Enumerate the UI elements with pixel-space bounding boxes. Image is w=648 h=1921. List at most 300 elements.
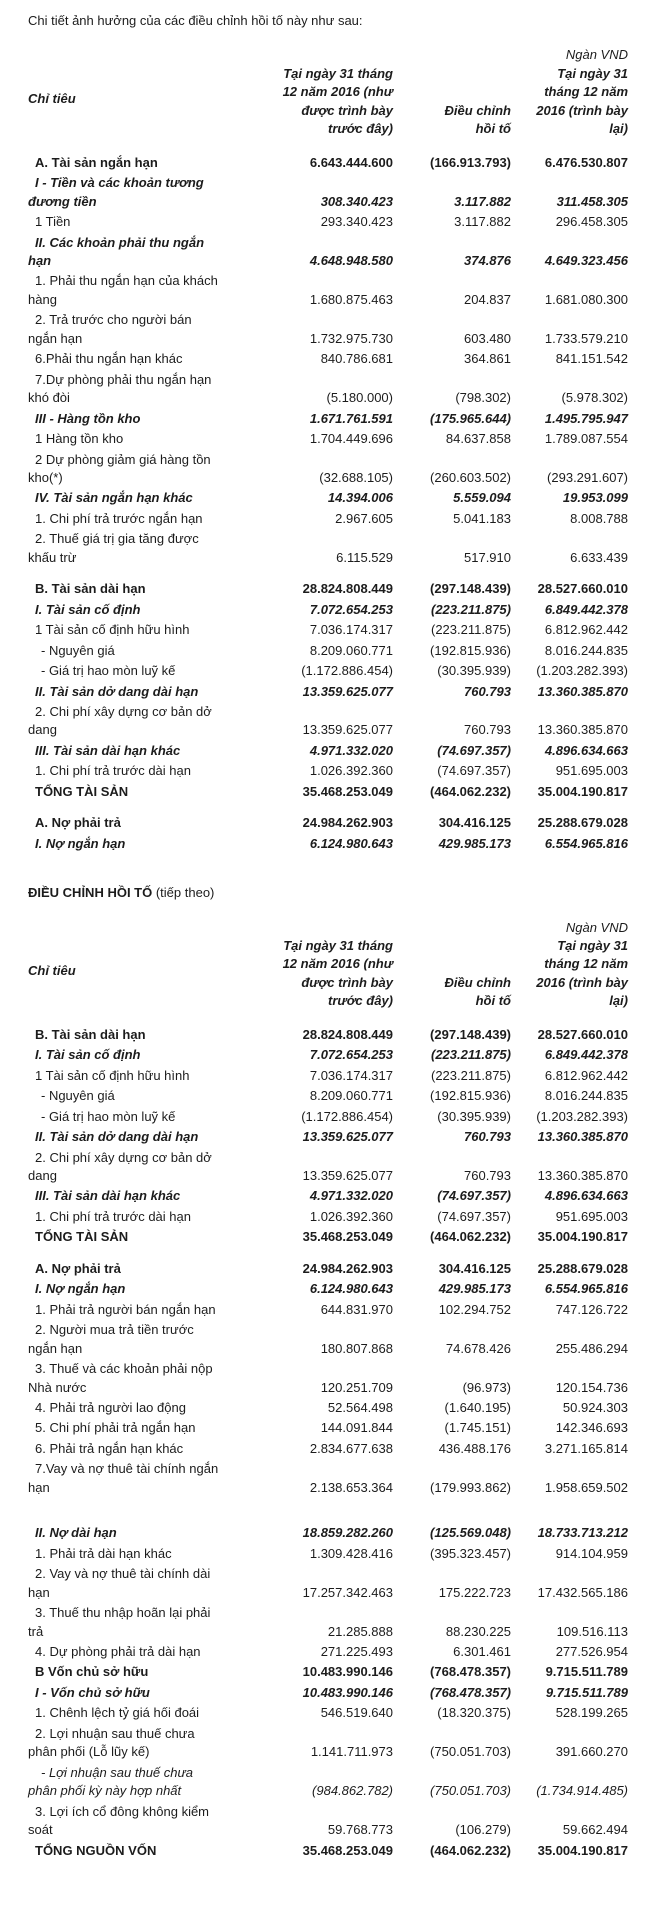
row-value-previous: 4.971.332.020 [309, 742, 393, 758]
row-value-adjustment: 429.985.173 [438, 835, 511, 851]
row-value-previous: 2.967.605 [335, 510, 393, 526]
row-value-restated: 1.681.080.300 [544, 291, 628, 307]
row-value-previous: 35.468.253.049 [302, 1842, 393, 1858]
row-label: 1 Tài sản cố định hữu hình [35, 622, 190, 638]
row-value-restated: 142.346.693 [555, 1420, 628, 1436]
row-value-previous: 13.359.625.077 [302, 722, 393, 738]
table-header-row [28, 937, 628, 1025]
table-row [28, 271, 628, 310]
row-label: - Nguyên giá [41, 1088, 115, 1104]
table-row [28, 1439, 628, 1459]
table-row [28, 761, 628, 781]
table-row [28, 1703, 628, 1723]
row-value-previous: 144.091.844 [320, 1420, 393, 1436]
row-value-adjustment: (395.323.457) [430, 1545, 511, 1561]
row-value-restated: 13.360.385.870 [537, 1168, 628, 1184]
row-value-previous: 120.251.709 [320, 1379, 393, 1395]
table-row [28, 1045, 628, 1065]
row-label: I - Vốn chủ sở hữu [35, 1684, 150, 1700]
row-value-adjustment: (74.697.357) [437, 1188, 511, 1204]
unit-label: Ngàn VND [565, 919, 628, 935]
row-label: IV. Tài sản ngắn hạn khác [35, 490, 193, 506]
table-row [28, 212, 628, 232]
table-row [28, 1359, 628, 1398]
row-label: II. Tài sản dở dang dài hạn [35, 1129, 199, 1145]
row-value-adjustment: 304.416.125 [438, 1260, 511, 1276]
row-value-adjustment: (768.478.357) [430, 1684, 511, 1700]
row-label: 1. Phải trả người bán ngắn hạn [35, 1301, 216, 1317]
row-value-restated: 9.715.511.789 [545, 1664, 628, 1680]
row-value-previous: 13.359.625.077 [302, 683, 393, 699]
row-value-adjustment: (1.745.151) [444, 1420, 511, 1436]
row-value-previous: 10.483.990.146 [302, 1664, 393, 1680]
row-value-adjustment: 5.041.183 [453, 510, 511, 526]
row-value-previous: 1.704.449.696 [309, 431, 393, 447]
column-header-previous: Tại ngày 31 tháng 12 năm 2016 (như được trình bày trước đây) [282, 938, 393, 1009]
row-value-adjustment: 364.861 [464, 351, 511, 367]
column-header-restated: Tại ngày 31 tháng 12 năm 2016 (trình bày lại) [536, 65, 628, 137]
row-value-restated: 4.896.634.663 [544, 742, 628, 758]
row-value-restated: 4.649.323.456 [544, 252, 628, 268]
row-value-restated: (1.203.282.393) [536, 1108, 628, 1124]
row-value-restated: 1.733.579.210 [544, 330, 628, 346]
row-value-previous: 17.257.342.463 [302, 1584, 393, 1600]
table-row [28, 370, 628, 409]
row-value-adjustment: (297.148.439) [430, 581, 511, 597]
table-row [28, 1066, 628, 1086]
row-value-restated: (5.978.302) [561, 390, 628, 406]
row-value-previous: 1.141.711.973 [310, 1744, 393, 1760]
column-header-restated: Tại ngày 31 tháng 12 năm 2016 (trình bày lại) [536, 938, 628, 1009]
row-value-restated: 528.199.265 [555, 1705, 628, 1721]
row-label: 2. Lợi nhuận sau thuế chưa phân phối (Lỗ lũy kế) [28, 1725, 195, 1760]
row-value-restated: 13.360.385.870 [537, 683, 628, 699]
row-label: II. Các khoản phải thu ngắn hạn [28, 234, 205, 268]
row-value-adjustment: 88.230.225 [445, 1623, 511, 1639]
row-label: II. Nợ dài hạn [35, 1525, 117, 1541]
row-label: 2. Thuế giá trị gia tăng được khấu trừ [28, 531, 199, 565]
row-value-previous: 35.468.253.049 [302, 1229, 393, 1245]
row-label: TỔNG TÀI SẢN [35, 1229, 129, 1245]
row-value-adjustment: (125.569.048) [430, 1525, 511, 1541]
row-value-previous: 7.036.174.317 [309, 622, 393, 638]
row-value-adjustment: (260.603.502) [430, 469, 511, 485]
retro-adjustment-table-1 [28, 65, 628, 854]
row-value-adjustment: (464.062.232) [430, 1229, 511, 1245]
row-value-restated: 6.476.530.807 [544, 154, 628, 170]
row-value-adjustment: (74.697.357) [437, 1208, 511, 1224]
row-label: I. Tài sản cố định [35, 1047, 141, 1063]
table-row [28, 1248, 628, 1279]
row-value-previous: 52.564.498 [327, 1400, 393, 1415]
table-row [28, 1498, 628, 1543]
column-header-adjustment: Điều chỉnh hồi tố [444, 102, 511, 137]
row-value-adjustment: (464.062.232) [430, 783, 511, 799]
row-value-previous: 7.036.174.317 [309, 1067, 393, 1083]
row-value-adjustment: (18.320.375) [437, 1705, 511, 1721]
row-value-restated: (1.734.914.485) [536, 1783, 628, 1799]
row-value-restated: 9.715.511.789 [545, 1684, 628, 1700]
row-value-restated: 277.526.954 [555, 1643, 628, 1659]
row-value-adjustment: (750.051.703) [430, 1783, 511, 1799]
table-row [28, 661, 628, 681]
table-row [28, 834, 628, 854]
row-label: - Lợi nhuận sau thuế chưa phân phối kỳ này hợp nhất [28, 1764, 193, 1799]
row-value-previous: (32.688.105) [319, 469, 393, 485]
row-value-restated: 951.695.003 [555, 763, 628, 779]
row-label: 3. Thuế thu nhập hoãn lại phải trả [28, 1605, 211, 1639]
row-label: III - Hàng tồn kho [35, 410, 141, 426]
table-row [28, 1227, 628, 1247]
row-value-restated: (293.291.607) [547, 469, 628, 485]
row-value-adjustment: (798.302) [455, 390, 511, 406]
row-value-adjustment: 3.117.882 [454, 214, 511, 230]
row-value-adjustment: (74.697.357) [437, 763, 511, 779]
row-value-adjustment: (223.211.875) [431, 601, 511, 617]
row-value-restated: 59.662.494 [562, 1822, 628, 1838]
row-value-restated: 109.516.113 [556, 1623, 628, 1639]
row-value-adjustment: 6.301.461 [453, 1643, 511, 1659]
table-row [28, 741, 628, 761]
row-value-restated: 6.812.962.442 [544, 1067, 628, 1083]
table-row [28, 1320, 628, 1359]
row-value-restated: 1.789.087.554 [544, 431, 628, 447]
row-value-adjustment: 3.117.882 [454, 193, 511, 209]
row-label: B. Tài sản dài hạn [35, 1026, 146, 1042]
row-value-adjustment: 603.480 [464, 330, 511, 346]
row-value-adjustment: 5.559.094 [453, 490, 511, 506]
row-value-restated: 8.008.788 [570, 510, 628, 526]
table-row [28, 620, 628, 640]
row-label: 2 Dự phòng giảm giá hàng tồn kho(*) [28, 451, 211, 485]
table-row [28, 1603, 628, 1642]
row-value-restated: 6.554.965.816 [544, 1281, 628, 1297]
table-row [28, 1662, 628, 1682]
row-value-adjustment: (1.640.195) [444, 1400, 511, 1415]
row-label: B. Tài sản dài hạn [35, 581, 146, 597]
row-value-adjustment: (192.815.936) [430, 642, 511, 658]
row-value-adjustment: 760.793 [464, 1129, 511, 1145]
row-value-previous: 13.359.625.077 [302, 1129, 393, 1145]
table-row [28, 1544, 628, 1564]
row-value-previous: 6.124.980.643 [309, 1281, 393, 1297]
row-value-restated: 28.527.660.010 [537, 1026, 628, 1042]
row-value-restated: 13.360.385.870 [537, 722, 628, 738]
row-value-previous: 1.309.428.416 [309, 1545, 393, 1561]
row-value-restated: 1.495.795.947 [544, 410, 628, 426]
column-header-previous: Tại ngày 31 tháng 12 năm 2016 (như được trình bày trước đây) [282, 65, 393, 137]
row-label: 1. Chi phí trả trước dài hạn [35, 1208, 191, 1224]
row-label: 3. Thuế và các khoản phải nộp Nhà nước [28, 1361, 213, 1395]
row-value-restated: 35.004.190.817 [537, 783, 628, 799]
row-value-adjustment: (175.965.644) [430, 410, 511, 426]
row-value-restated: 8.016.244.835 [544, 642, 628, 658]
row-value-restated: 6.554.965.816 [544, 835, 628, 851]
row-label: II. Tài sản dở dang dài hạn [35, 683, 199, 699]
row-value-previous: 35.468.253.049 [302, 783, 393, 799]
section-heading-title: ĐIỀU CHỈNH HỒI TỐ [28, 885, 153, 901]
row-label: III. Tài sản dài hạn khác [35, 1188, 181, 1204]
table-row [28, 1642, 628, 1662]
row-label: A. Tài sản ngắn hạn [35, 154, 158, 170]
table-row [28, 233, 628, 272]
row-value-restated: 6.849.442.378 [544, 1047, 628, 1063]
row-label: 1. Phải thu ngắn hạn của khách hàng [28, 273, 218, 307]
row-label: 2. Chi phí xây dựng cơ bản dở dang [28, 703, 212, 738]
row-value-previous: 1.026.392.360 [309, 1208, 393, 1224]
row-label: 2. Chi phí xây dựng cơ bản dở dang [28, 1149, 212, 1184]
row-value-previous: 2.834.677.638 [309, 1440, 393, 1456]
table-row [28, 782, 628, 802]
row-value-adjustment: 374.876 [464, 252, 511, 268]
table-row [28, 802, 628, 833]
row-value-previous: 13.359.625.077 [302, 1168, 393, 1184]
table-row [28, 1459, 628, 1498]
table-row [28, 349, 628, 369]
row-value-previous: 28.824.808.449 [302, 581, 393, 597]
row-value-adjustment: (106.279) [455, 1822, 511, 1838]
row-value-previous: 59.768.773 [327, 1822, 393, 1838]
row-value-adjustment: 304.416.125 [438, 815, 511, 831]
row-label: TỔNG TÀI SẢN [35, 783, 129, 799]
table-row [28, 1564, 628, 1603]
row-value-restated: (1.203.282.393) [536, 663, 628, 679]
table-row [28, 702, 628, 741]
row-value-restated: 120.154.736 [555, 1379, 628, 1395]
row-label: - Nguyên giá [41, 642, 115, 658]
table-row [28, 641, 628, 661]
row-value-previous: 8.209.060.771 [309, 642, 393, 658]
table-row [28, 1207, 628, 1227]
table-row [28, 1802, 628, 1841]
table-row [28, 409, 628, 429]
table-row [28, 1763, 628, 1802]
row-value-adjustment: 760.793 [464, 1168, 511, 1184]
row-value-restated: 8.016.244.835 [544, 1088, 628, 1104]
row-value-restated: 25.288.679.028 [537, 815, 628, 831]
row-value-previous: 6.124.980.643 [309, 835, 393, 851]
row-label: 4. Phải trả người lao động [35, 1400, 186, 1415]
table-row [28, 1127, 628, 1147]
row-value-adjustment: (223.211.875) [431, 1067, 511, 1083]
row-label: 1. Chi phí trả trước ngắn hạn [35, 510, 203, 526]
table-row [28, 429, 628, 449]
table-row [28, 1107, 628, 1127]
row-value-previous: 24.984.262.903 [302, 1260, 393, 1276]
row-label: A. Nợ phải trả [35, 815, 121, 831]
row-value-restated: 6.849.442.378 [544, 601, 628, 617]
row-label: 6.Phải thu ngắn hạn khác [35, 351, 183, 367]
row-value-adjustment: (192.815.936) [430, 1088, 511, 1104]
row-value-adjustment: 517.910 [464, 549, 511, 565]
row-value-previous: 2.138.653.364 [309, 1479, 393, 1495]
row-value-restated: 6.633.439 [570, 549, 628, 565]
table-row [28, 310, 628, 349]
table-row [28, 1398, 628, 1418]
row-value-previous: 14.394.006 [327, 490, 393, 506]
row-label: 1 Tài sản cố định hữu hình [35, 1067, 190, 1083]
unit-label: Ngàn VND [565, 47, 628, 63]
row-value-restated: 50.924.303 [562, 1400, 628, 1415]
row-label: 5. Chi phí phải trả ngắn hạn [35, 1420, 196, 1436]
row-value-adjustment: 760.793 [464, 722, 511, 738]
row-value-restated: 391.660.270 [555, 1744, 628, 1760]
row-value-previous: 18.859.282.260 [302, 1525, 393, 1541]
row-value-previous: (984.862.782) [312, 1783, 393, 1799]
row-value-adjustment: (74.697.357) [437, 742, 511, 758]
row-value-previous: 7.072.654.253 [309, 1047, 393, 1063]
section-heading [28, 884, 628, 902]
row-value-restated: 6.812.962.442 [544, 622, 628, 638]
table-header-row [28, 65, 628, 153]
row-value-previous: 180.807.868 [320, 1340, 393, 1356]
row-label: 2. Người mua trả tiền trước ngắn hạn [28, 1322, 194, 1356]
row-label: - Giá trị hao mòn luỹ kế [41, 663, 176, 679]
column-header-label: Chỉ tiêu [28, 90, 76, 106]
table-row [28, 173, 628, 212]
row-value-adjustment: 760.793 [464, 683, 511, 699]
row-label: 4. Dự phòng phải trả dài hạn [35, 1643, 201, 1659]
row-value-previous: 21.285.888 [327, 1623, 393, 1639]
row-label: 6. Phải trả ngắn hạn khác [35, 1440, 184, 1456]
row-value-previous: 4.648.948.580 [309, 252, 393, 268]
row-label: - Giá trị hao mòn luỹ kế [41, 1108, 176, 1124]
column-header-label: Chỉ tiêu [28, 962, 76, 978]
row-value-restated: 3.271.165.814 [544, 1440, 628, 1456]
table-row [28, 1148, 628, 1187]
table-row [28, 488, 628, 508]
row-value-restated: 13.360.385.870 [537, 1129, 628, 1145]
table-row [28, 1683, 628, 1703]
row-label: 2. Trả trước cho người bán ngắn hạn [28, 312, 192, 346]
row-value-adjustment: 175.222.723 [438, 1584, 511, 1600]
row-label: III. Tài sản dài hạn khác [35, 742, 181, 758]
row-value-adjustment: (223.211.875) [431, 1047, 511, 1063]
row-value-adjustment: 436.488.176 [438, 1440, 511, 1456]
row-value-restated: 311.458.305 [556, 193, 628, 209]
row-label: B Vốn chủ sở hữu [35, 1664, 149, 1680]
row-label: 1 Hàng tồn kho [35, 431, 124, 447]
row-label: 1. Chi phí trả trước dài hạn [35, 763, 191, 779]
row-value-adjustment: (750.051.703) [430, 1744, 511, 1760]
column-header-adjustment: Điều chỉnh hồi tố [444, 974, 511, 1009]
retro-adjustment-table-2 [28, 937, 628, 1861]
row-value-previous: 546.519.640 [320, 1705, 393, 1721]
row-value-restated: 747.126.722 [555, 1301, 628, 1317]
table-row [28, 1724, 628, 1763]
row-label: I - Tiền và các khoản tương đương tiền [28, 175, 204, 209]
row-value-previous: 24.984.262.903 [302, 815, 393, 831]
row-value-adjustment: 74.678.426 [445, 1340, 511, 1356]
row-label: 1. Phải trả dài hạn khác [35, 1545, 172, 1561]
row-value-previous: 840.786.681 [320, 351, 393, 367]
row-value-restated: 255.486.294 [555, 1340, 628, 1356]
row-value-previous: (5.180.000) [326, 390, 393, 406]
row-label: 7.Vay và nợ thuê tài chính ngắn hạn [28, 1461, 219, 1495]
row-label: I. Nợ ngắn hạn [35, 835, 126, 851]
row-value-restated: 28.527.660.010 [537, 581, 628, 597]
row-value-restated: 18.733.713.212 [537, 1525, 628, 1541]
table-row [28, 1186, 628, 1206]
row-value-previous: 8.209.060.771 [309, 1088, 393, 1104]
row-value-adjustment: (166.913.793) [430, 154, 511, 170]
row-value-adjustment: 84.637.858 [445, 431, 511, 447]
row-value-restated: 35.004.190.817 [537, 1842, 628, 1858]
row-value-previous: 271.225.493 [320, 1643, 393, 1659]
row-value-previous: 644.831.970 [320, 1301, 393, 1317]
row-label: 1. Chênh lệch tỷ giá hối đoái [35, 1705, 200, 1721]
row-label: I. Nợ ngắn hạn [35, 1281, 126, 1297]
table-row [28, 600, 628, 620]
table-row [28, 682, 628, 702]
row-label: TỔNG NGUỒN VỐN [35, 1842, 157, 1858]
row-value-previous: 308.340.423 [320, 193, 393, 209]
table-row [28, 1279, 628, 1299]
row-label: 1 Tiền [35, 214, 71, 230]
table-row [28, 509, 628, 529]
table-row [28, 1025, 628, 1045]
row-value-restated: 17.432.565.186 [537, 1584, 628, 1600]
row-value-previous: 28.824.808.449 [302, 1026, 393, 1042]
row-value-adjustment: (297.148.439) [430, 1026, 511, 1042]
row-value-adjustment: 204.837 [464, 291, 511, 307]
table-row [28, 1300, 628, 1320]
row-value-previous: 1.680.875.463 [309, 291, 393, 307]
row-value-previous: 1.732.975.730 [309, 330, 393, 346]
row-value-adjustment: (223.211.875) [431, 622, 511, 638]
table-row [28, 1418, 628, 1438]
row-value-previous: 4.971.332.020 [309, 1188, 393, 1204]
table-row [28, 153, 628, 173]
row-label: A. Nợ phải trả [35, 1260, 121, 1276]
row-value-restated: 1.958.659.502 [544, 1479, 628, 1495]
row-value-previous: 7.072.654.253 [309, 601, 393, 617]
row-value-restated: 841.151.542 [555, 351, 628, 367]
row-value-adjustment: (30.395.939) [437, 663, 511, 679]
row-value-adjustment: (30.395.939) [437, 1108, 511, 1124]
row-value-previous: 1.026.392.360 [309, 763, 393, 779]
row-value-restated: 35.004.190.817 [537, 1229, 628, 1245]
table-row [28, 568, 628, 599]
row-value-previous: 6.115.529 [336, 549, 393, 565]
row-value-previous: 293.340.423 [320, 214, 393, 230]
row-value-restated: 951.695.003 [555, 1208, 628, 1224]
row-value-previous: (1.172.886.454) [301, 1108, 393, 1124]
row-value-adjustment: (96.973) [462, 1379, 511, 1395]
row-value-restated: 296.458.305 [555, 214, 628, 230]
row-value-restated: 25.288.679.028 [537, 1260, 628, 1276]
row-label: I. Tài sản cố định [35, 601, 141, 617]
table-row [28, 450, 628, 489]
intro-text: Chi tiết ảnh hưởng của các điều chỉnh hồi tố này như sau: [28, 13, 363, 28]
row-value-restated: 19.953.099 [562, 490, 628, 506]
table-row [28, 1086, 628, 1106]
row-value-previous: 6.643.444.600 [309, 154, 393, 170]
row-value-previous: 1.671.761.591 [309, 410, 393, 426]
row-value-adjustment: (464.062.232) [430, 1842, 511, 1858]
row-label: 2. Vay và nợ thuê tài chính dài hạn [28, 1566, 211, 1600]
row-value-previous: (1.172.886.454) [301, 663, 393, 679]
row-value-previous: 10.483.990.146 [302, 1684, 393, 1700]
row-value-restated: 4.896.634.663 [544, 1188, 628, 1204]
table-row [28, 529, 628, 568]
row-value-restated: 914.104.959 [555, 1545, 628, 1561]
row-value-adjustment: (768.478.357) [430, 1664, 511, 1680]
section-heading-suffix: (tiếp theo) [152, 885, 215, 901]
row-label: 3. Lợi ích cổ đông không kiểm soát [28, 1803, 210, 1838]
row-value-adjustment: 429.985.173 [438, 1281, 511, 1297]
row-value-adjustment: (179.993.862) [430, 1479, 511, 1495]
